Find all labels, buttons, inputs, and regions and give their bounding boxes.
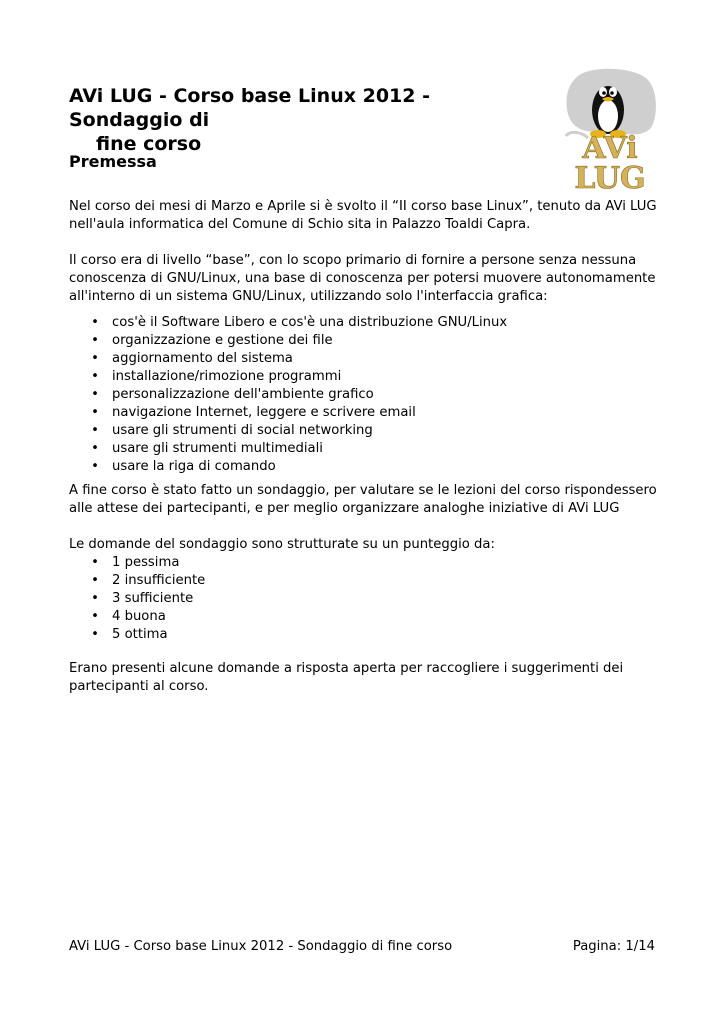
paragraph-survey-purpose: A fine corso è stato fatto un sondaggio, per valutare se le lezioni del corso rispondessero alle attese dei partecipanti, e per meglio organizzare analoghe iniziative di AVi LUG (69, 483, 657, 516)
title-line-2: fine corso (96, 133, 202, 155)
bullet-icon: • (91, 591, 99, 606)
bullet-icon: • (91, 573, 99, 588)
footer-page-number: Pagina: 1/14 (572, 939, 655, 954)
bullet-icon: • (91, 555, 99, 570)
section-heading: Premessa (69, 152, 157, 171)
paragraph-open-questions: Erano presenti alcune domande a risposta aperta per raccogliere i suggerimenti dei partecipanti al corso. (69, 661, 624, 694)
bullet-icon: • (91, 441, 99, 456)
list-item: • installazione/rimozione programmi (91, 369, 342, 384)
list-item: • organizzazione e gestione dei file (91, 333, 333, 348)
bullet-icon: • (91, 459, 99, 474)
list-item: • personalizzazione dell'ambiente grafico (91, 387, 374, 402)
topics-list (69, 314, 659, 476)
bullet-icon: • (91, 333, 99, 348)
paragraph-course-level: Il corso era di livello “base”, con lo scopo primario di fornire a persone senza nessuna conoscenza di GNU/Linux, una base di conoscenza per potersi muovere autonomamente all'interno di un sistema GNU/Linux, utilizzando solo l'interfaccia grafica: (69, 253, 656, 304)
list-item: • 3 sufficiente (91, 591, 194, 606)
bullet-icon: • (91, 609, 99, 624)
bullet-icon: • (91, 387, 99, 402)
bullet-icon: • (91, 369, 99, 384)
list-item: • usare gli strumenti multimediali (91, 441, 323, 456)
bullet-icon: • (91, 627, 99, 642)
logo-text-avi: AVi (582, 131, 638, 166)
list-item: • usare la riga di comando (91, 459, 276, 474)
scores-list (69, 554, 659, 644)
list-item: • usare gli strumenti di social networking (91, 423, 373, 438)
document-title (69, 84, 549, 156)
bullet-icon: • (91, 351, 99, 366)
list-item: • 2 insufficiente (91, 573, 206, 588)
list-item: • cos'è il Software Libero e cos'è una distribuzione GNU/Linux (91, 315, 508, 330)
paragraph-intro: Nel corso dei mesi di Marzo e Aprile si è svolto il “II corso base Linux”, tenuto da AVi LUG nell'aula informatica del Comune di Schio sita in Palazzo Toaldi Capra. (69, 199, 657, 232)
bullet-icon: • (91, 423, 99, 438)
list-item: • 5 ottima (91, 627, 168, 642)
list-item: • aggiornamento del sistema (91, 351, 293, 366)
list-item: • 1 pessima (91, 555, 180, 570)
footer-document-title: AVi LUG - Corso base Linux 2012 - Sondaggio di fine corso (69, 939, 453, 954)
list-item: • navigazione Internet, leggere e scrivere email (91, 405, 416, 420)
logo-text-lug: LUG (574, 161, 646, 194)
paragraph-survey-scale: Le domande del sondaggio sono strutturate su un punteggio da: (69, 537, 495, 552)
title-line-1: AVi LUG - Corso base Linux 2012 - Sondaggio di (69, 85, 430, 131)
list-item: • 4 buona (91, 609, 166, 624)
tux-penguin-logo-icon (560, 66, 660, 194)
bullet-icon: • (91, 405, 99, 420)
bullet-icon: • (91, 315, 99, 330)
